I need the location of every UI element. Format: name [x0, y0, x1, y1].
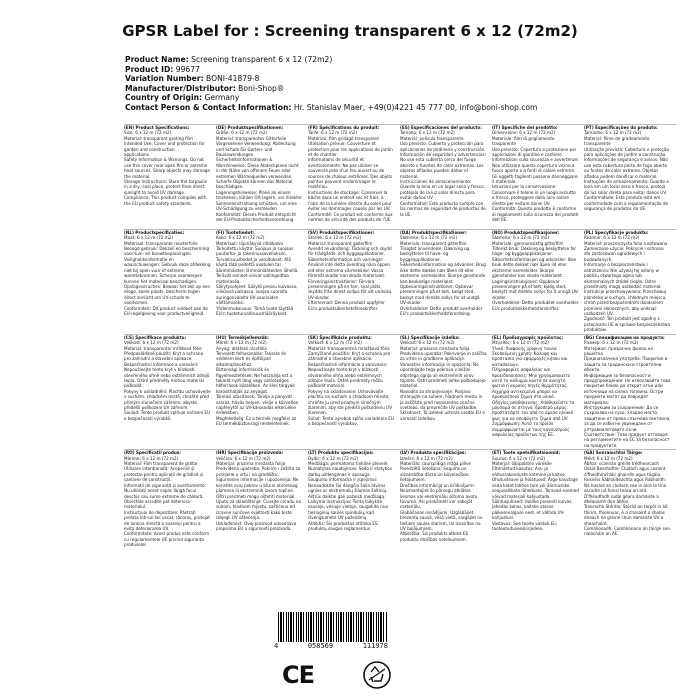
spec-cell-heading: (DE) Produktspezifikationen: — [216, 126, 284, 131]
spec-cell-heading: (DA) Produktspecifikationer: — [400, 230, 467, 236]
spec-cell — [124, 229, 216, 334]
spec-cell — [308, 124, 400, 229]
spec-cell — [492, 229, 584, 334]
spec-cell-heading: (LV) Produkta specifikācijas: — [400, 451, 467, 457]
spec-cell — [400, 334, 492, 450]
spec-cell-text: Veličina: 6 x 12 m (72 m2) Materijal: prozirna mrežasta folija Predviđena upotreba: Pokriće i zaštita za primjene u vrtu i na gradilištu. Sigurnosne informacije i upozorenja: Ne koristite ovaj pokrov u blizini otvorenog plamena ili ekstremnih izvora topline. Oštri predmeti mogu oštetiti materijal. Upute za skladištenje: Čuvajte ceradu na suhom, hladnom mjestu, zaštićenu od izravne sunčeve svjetlosti kako biste izbjegli UV oštećenja. Usklađenost: Ovaj proizvod udovoljava propisima EU o sigurnosti proizvoda. — [216, 456, 301, 532]
spec-cell — [400, 124, 492, 229]
spec-cell-text: Rozmiar: 6 x 12 m (72 m2) Materiał: przezroczysta folia rusztowana Zamierzone użycie: Pokrycie i ochrona dla zastosowań ogrodowych i budowlanych. Informacje o bezpieczeństwie i ostrzeżenia: Nie używaj tej osłony w pobliżu otwartego ognia lub ekstremalnych źródeł ciepła. Ostre przedmioty mogą uszkodzić materiał. Instrukcje przechowywania: Przechowuj plandekę w suchym, chłodnym miejscu, chroń przed bezpośrednim działaniem promieni słonecznych, aby uniknąć uszkodzeń UV. Zgodność: Ten produkt jest zgodny z przepisami UE w sprawie bezpieczeństwa produktów. — [584, 236, 670, 334]
spec-cell-heading: (FR) Spécifications du produit: — [308, 126, 380, 131]
spec-cell-text: Størrelse: 6 x 12 m (72 m2) Materiale: gjennomsiktig gitterfilm Tiltenkt bruk: Dekking og beskyttelse for hage- og byggeapplikasjoner. Sikkerhetsinformasjon og advarsler: Ikke bruk dette dekket nær åpen ild eller ekstreme varmekilder. Skarpe gjenstander kan skade materialet. Lagringsinstruksjoner: Oppbevar presenningen på et tørt, kjølig sted, beskytt mot direkte sollys for å unngå UV-skader. Overholdelse: Dette produktet overholder EUs produktsikkerhetsforskrifter. — [492, 236, 579, 312]
spec-cell — [216, 334, 308, 450]
spec-cell-heading: (EL) Προδιαγραφές προϊόντος: — [492, 335, 564, 341]
spec-cell-heading: (HR) Specifikacije proizvoda: — [216, 451, 284, 457]
spec-cell-heading: (RO) Specificații produs: — [124, 451, 181, 457]
spec-cell-text: Dydis: 6 x 12 m (72 m2) Medžiaga: permatoma tinklinė plėvelė Numatytas naudojimas: Sodo ir statybos darbų uždengimas ir apsauga. Saugumo informacija ir įspėjimai: Nenaudokite šio dangčio šalia atviros ugnies ar ekstremalių šilumos šaltinių. Aštrūs daiktai gali pažeisti medžiagą. Laikymo instrukcijos: Tentą laikykite sausoje, vėsioje vietoje, saugokite nuo tiesioginių saulės spindulių, kad išvengtumėte UV pažeidimų. Atitiktis: Šis produktas atitinka ES produktų saugos reglamentus. — [308, 456, 393, 532]
spec-cell-heading: (NO) Produktspesifikasjoner: — [492, 230, 560, 236]
ce-mark: CE — [282, 661, 315, 689]
spec-cell — [124, 124, 216, 229]
barcode-digit-group: 058569 — [307, 642, 334, 650]
spec-cell — [584, 124, 676, 229]
spec-cell-text: Maat: 6 x 12 m (72 m2) Materiaal: transparante roosterfolie Beoogd gebruik: Dekzeil en bescherming voor tuin- en bouwtoepassingen. Veiligheidsinformatie en waarschuwingen: Gebruik deze afdekking niet bij open vuur of extreme warmtebronnen. Scherpe voorwerpen kunnen het materiaal beschadigen. Opslaginstructies: Bewaar het zeil op een droge, koele plaats, bescherm tegen direct zonlicht om UV-schade te voorkomen. Conformiteit: Dit product voldoet aan de EU-regelgeving voor productveiligheid. — [124, 236, 211, 317]
spec-cell — [584, 334, 676, 450]
spec-cell-heading: (CS) Specifikace produktu: — [124, 335, 187, 341]
spec-cell-text: Taille: 6 x 12 m (72 m2) Matériau: film grillagé transparent Utilisation prévue: Couverture et protection pour les applications de jardin et de chantier. Informations de sécurité et avertissements: Ne pas utiliser ce couvercle près d'un feu ouvert ou de sources de chaleur extrêmes. Des objets pointus peuvent endommager le matériau. Instructions de stockage: Conserver la bâche dans un endroit sec et frais, à l'abri de la lumière directe du soleil pour éviter les dommages causés par les UV. Conformité: Ce produit est conforme aux normes de sécurité des produits de l'UE. — [308, 131, 393, 223]
spec-cell-text: Størrelse: 6 x 12 m (72 m2) Materiale: transparent gitterfilm Tilsigtet anvendelse: Dækning og beskyttelse til have- og byggeapplikationer. Sikkerhedsinformation og advarsler: Brug ikke dette dække nær åben ild eller ekstreme varmekilder. Skarpe genstande kan beskadige materialet. Opbevaringsinstruktioner: Opbevar presenningen på et tørt, køligt sted, beskyt mod direkte sollys for at undgå UV-skader. Overholdelse: Dette produkt overholder EU's produktsikkerhedsforordning. — [400, 236, 486, 317]
spec-cell — [400, 449, 492, 554]
spec-cell — [308, 229, 400, 334]
spec-cell-heading: (BG) Спецификации на продукта: — [584, 335, 665, 341]
spec-cell-heading: (SK) Špecifikácie produktu: — [308, 335, 372, 341]
spec-cell-text: Suurus: 6 x 12 m (72 m2) Materjal: läbipaistev võrekile Ettenähtud kasutus: Aia- ja ehitusrakenduste katmine ja kaitse. Ohutusteave ja hoiatused: Ärge kasutage seda katet lahtise tule või äärmuslike soojusallikate läheduses. Teravad esemed võivad materjali kahjustada. Säilitusjuhised: Hoidke presenti kuivas, jahedas kohas, kaitske otsese päikesevalguse eest, et vältida UV-kahjustusi. Vastavus: See toode vastab ELi tooteohutuseeskirjadele. — [492, 456, 579, 532]
spec-cell-text: Velikost: 6 x 12 m (72 m2) Materiál: transparentní mřížková fólie Předpokládané použití: Kryt a ochrana pro zahradní a stavební aplikace. Bezpečnostní informace a varování: Nepoužívejte tento kryt v blízkosti otevřeného ohně nebo extrémních zdrojů tepla. Ostré předměty mohou materiál poškodit. Pokyny k uskladnění: Plachtu uchovávejte v suchém, chladném místě, chraňte před přímým slunečním zářením, abyste předešli poškození UV zářením. Soulad: Tento produkt splňuje nařízení EU o bezpečnosti výrobků. — [124, 341, 211, 422]
info-product-name: Product Name: Screening transparent 6 x 12 (72m2) — [125, 55, 333, 64]
spec-cell-text: Izmērs: 6 x 12 m (72 m2) Materiāls: caurspīdīga režģa plēve Paredzētā lietošana: Segums un aizsardzība dārza un būvniecības lietojumiem. Drošības informācija un brīdinājumi: Neizmantojiet šo pārsegu atklātas liesmas vai ekstremālu siltuma avotu tuvumā. Asi priekšmeti var sabojāt materiālu. Glabāšanas norādījumi: Uzglabājiet brezentu sausā, vēsā vietā, sargājiet no tiešiem saules stariem, lai izvairītos no UV bojājumiem. Atbilstība: Šis produkts atbilst ES produktu drošības noteikumiem. — [400, 456, 483, 543]
spec-cell — [216, 124, 308, 229]
spec-cell-text: Dimensione: 6 x 12 m (72 m2) Materiale: film di grigliamento trasparente Uso previsto: Copertura e protezione per applicazioni di giardino e cantiere. Informazioni sulla sicurezza e avvertenze: Non utilizzare questa copertura vicino a fuoco aperto o a fonti di calore estreme. Gli oggetti taglienti possono danneggiare il materiale. Istruzioni per la conservazione: Conservare il telone in un luogo asciutto e fresco, proteggere dalla luce solare diretta per evitare danni UV. Conformità: Questo prodotto è conforme ai regolamenti sulla sicurezza dei prodotti dell'UE. — [492, 131, 579, 223]
spec-cell-heading: (LT) Produkto specifikacijos: — [308, 451, 374, 457]
spec-cell-heading: (IT) Specifiche del prodotto: — [492, 126, 558, 131]
spec-cell-heading: (HU) Termékjellemzők: — [216, 335, 269, 341]
spec-cell-heading: (EN) Product Specifications: — [124, 126, 190, 131]
info-manufacturer: Manufacturer/Distributor: Boni-Shop® — [125, 83, 285, 93]
spec-cell — [400, 229, 492, 334]
spec-cell — [124, 449, 216, 554]
spec-cell — [584, 229, 676, 334]
spec-cell-heading: (ET) Toote spetsifikatsioonid: — [492, 451, 561, 457]
info-country-of-origin: Country of Origin: Germany — [125, 93, 240, 103]
spec-cell-text: Velikost: 6 x 12 m (72 m2) Material: prozorna mrežasta folija Predvidena uporaba: Pokrivanje in zaščita za vrtne in gradbene aplikacije. Varnostne informacije in opozorila: Ne uporabljajte tega pokrova v bližini odprtega ognja ali ekstremnih virov toplote. Ostri predmeti lahko poškodujejo material. Navodila za shranjevanje: Ponjavo shranjujte na suhem, hladnem mestu in jo zaščitite pred neposredno sončno svetlobo, da preprečite UV poškodbe. Skladnost: Ta izdelek ustreza uredbi EU o varnosti izdelkov. — [400, 341, 487, 422]
spec-cell-heading: (ES) Especificaciones del producto: — [400, 126, 482, 131]
barcode-digit-group: 111978 — [362, 642, 388, 650]
spec-cell-heading: (FI) Tuotetiedot: — [216, 230, 255, 236]
spec-cell-text: Mărime: 6 x 12 m (72 m2) Material: Film transparent de grătar Utilizare intenționată: Acoperire și protecție pentru aplicații de grădină și șantiere de construcții. Informații de siguranță și avertismente: Nu utilizați acest capac lângă focul deschis sau surse extreme de căldură. Obiectele ascuțite pot deteriora materialul. Instrucțiuni de depozitare: Păstrați prelata într-un loc uscat, răcoros, protejat de lumina directă a soarelui pentru a evita deteriorarea UV. Conformitate: Acest produs este conform cu regulamentele UE privind siguranța produselor. — [124, 456, 210, 549]
spec-cell — [216, 229, 308, 334]
spec-cell-heading: (PL) Specyfikacje produktu: — [584, 230, 649, 236]
spec-cell-text: Size: 6 x 12 m (72 m2) Material: transparent grating film Intended Use: Cover and protection for garden and construction applications. Safety Information & Warnings: Do not use this cover near open fire or extreme heat sources. Sharp objects may damage the material. Storage Instructions: Store the tarpaulin in a dry, cool place, protect from direct sunlight to avoid UV damage. Compliance: This product complies with the EU product safety standards. — [124, 131, 210, 207]
spec-cell — [216, 449, 308, 554]
spec-cell-heading: (GA) Sonraíochtaí Táirge: — [584, 451, 643, 457]
spec-cell-text: Tamaño: 6 x 12 m (72 m2) Material: película transparente Uso previsto: Cubierta y protección para aplicaciones de jardinería y construcción. Información de seguridad y advertencias: No use esta cubierta cerca del fuego abierto o fuentes de calor extremas. Los objetos afilados pueden dañar el material. Instrucciones de almacenamiento: Guarde la lona en un lugar seco y fresco, protéjala de la luz solar directa para evitar daños UV. Conformidad: Este producto cumple con las normas de seguridad de productos de la UE. — [400, 131, 487, 218]
spec-cell-text: Размер: 6 x 12 m (72 m2) Материал: прозрачно фолио на решетка Предназначена употреба: Покритие и защита за градински и строителни обекти. Информация за безопасност и предупреждения: Не използвайте това покритие близо до открит огън или източници на силна топлина. Остри предмети могат да повредят материала. Инструкции за съхранение: Да се съхранява на сухо, хладно място, защитено от пряка слънчева светлина, за да се избегне увреждане от ултравиолетовите лъчи. Съответствие: Този продукт отговаря на регламентите на ЕС за безопасност на продуктите. — [584, 341, 671, 449]
spec-cell — [308, 449, 400, 554]
info-variation-number: Variation Number: BONI-41879-8 — [125, 74, 260, 84]
spec-cell-heading: (SV) Produktspecifikationer: — [308, 230, 375, 236]
info-product-id: Product ID: 99677 — [125, 64, 200, 74]
specifications-grid — [124, 124, 676, 659]
ean-barcode — [272, 612, 390, 652]
spec-cell — [308, 334, 400, 450]
spec-cell-text: Storlek: 6 x 12 m (72 m2) Material: transparent gallerfilm Avsedd användning: Täckning och skydd för trädgårds- och byggapplikationer. Säkerhetsinformation och varningar: Använd inte detta överdrag nära öppen eld eller extrema värmekällor. Vassa föremål skadar kan skada materialet. Förvaringsinstruktioner: Förvara presenningen på en torr, sval plats, skydda från direkt solljus för att undvika UV-skador. Efterlevnad: Denna produkt uppfyller EU:s produktsäkerhetsföreskrifter. — [308, 236, 392, 312]
spec-cell — [492, 449, 584, 554]
spec-cell-text: Größe: 6 x 12 m (72 m2) Material: transparentes Gitterfolie Vorgesehene Verwendung: Abdeckung und Schutz für Garten- und Bauanwendungen. Sicherheitsinformationen & Warnhinweise: Diese Abdeckplane nicht in der Nähe von offenem Feuer oder extremen Wärmequellen verwenden. Scharfe Objekte können das Material beschädigen. Lagerungshinweise: Plane an einem trockenen, kühlen Ort lagern, vor direkter Sonneneinstrahlung schützen, um eine UV-Schädigung zu vermeiden. Konformität: Dieses Produkt entspricht der EU-Produktsicherheitsverordnung. — [216, 131, 303, 223]
label-title: GPSR Label for : Screening transparent 6 x 12 (72m2) — [122, 22, 578, 40]
info-contact: Contact Person & Contact Information: Hr. Stanislav Maer, +49(0)4221 45 777 00, info@boni-shop.com — [125, 102, 538, 112]
spec-cell-heading: (SL) Specifikacije izdelka: — [400, 335, 460, 341]
spec-cell-heading: (PT) Especificações do produto: — [584, 126, 658, 131]
spec-cell — [492, 124, 584, 229]
spec-cell — [584, 449, 676, 554]
spec-cell — [492, 334, 584, 450]
spec-cell-text: Μέγεθος: 6 x 12 m (72 m2) Υλικό: διαφανής γρίφινη ταινία Σκοπούμενη χρήση: Κάλυψη και προστασία για εφαρμογές κήπου και κατασκευών. Πληροφορίες ασφαλείας και προειδοποιήσεις: Μην χρησιμοποιείτε αυτό το κάλυμμα κοντά σε ανοιχτή φωτιά ή ακραίες πηγές θερμότητας. Αιχμηρά αντικείμενα μπορεί να προκαλέσουν ζημιά στο υλικό. Οδηγίες αποθήκευσης: Αποθηκεύστε το μουσαμά σε στεγνό, δροσερό μέρος, προστατέψτε τον από το άμεσο ηλιακό φως για να αποφύγετε ζημιά από UV. Συμμόρφωση: Αυτό το προϊόν συμμορφώνεται με τους κανονισμούς ασφαλείας προϊόντων της ΕΕ. — [492, 341, 575, 439]
spec-cell-text: Tamanho: 6 x 12 m (72 m2) Material: filme de gradeamento transparente Utilização prevista: Cobertura e proteção para aplicações de jardim e construção. Informações de segurança e avisos: Não use esta cobertura perto de fogo aberto ou fontes de calor extremo. Objetos afiados podem danificar o material. Instruções de armazenamento: Guarde a lona em um local seco e fresco, proteja da luz solar direta para evitar danos UV. Conformidade: Este produto está em conformidade com a regulamentação de segurança de produtos da UE. — [584, 131, 669, 213]
product-info-block — [125, 55, 685, 113]
barcode-digit-group: 4 — [274, 642, 279, 650]
spec-cell-heading: (NL) Productspecificaties: — [124, 230, 185, 236]
spec-cell-text: Méid: 6 x 12 m (72 m2) Ábhar: scannán greille trédhearcach Úsáid Beartaithe: Clúdach agus cosaint d'fheidhmchláir ghairdín agus tógála. Faisnéis Sábháilteachta agus Rabhaidh: Ná húsáid an clúdach seo in aice le tine oscailte nó foinsí teasa an-ard. D'fhéadfadh rudaí géara damáiste a dhéanamh don ábhar. Treoracha Stórála: Stóráil an tarpól in áit thirim, fhionnuar, é a chosaint ó sholas díreach na gréine chun damáiste UV a sheachaint. Comhlíonadh: Comhlíonann an táirge seo rialacháin an AE. — [584, 456, 670, 538]
spec-cell — [124, 334, 216, 450]
barcode-digits — [272, 642, 390, 650]
spec-cell-text: Veľkosť: 6 x 12 m (72 m2) Materiál: transparentná mriežková fólia Zamýšľané použitie: Kryt a ochrana pre záhradné a stavebné aplikácie. Bezpečnostné informácie a varovania: Nepoužívajte tento kryt v blízkosti otvoreného ohňa alebo extrémnych zdrojov tepla. Ostré predmety môžu poškodiť materiál. Pokyny na skladovanie: Uchovávajte plachtu na suchom a chladnom mieste, chráňte ju pred priamym slnečným žiarením, aby ste predišli poškodeniu UV žiarením. Súlad: Tento výrobok spĺňa nariadenia EÚ o bezpečnosti výrobkov. — [308, 341, 394, 428]
spec-cell-text: Méret: 6 x 12 m (72 m2) Anyag: átlátszó rácsfólia Tervezett felhasználás: Takarás és védelem kerti és építőipari alkalmazásokhoz. Biztonsági információk és figyelmeztetések: Ne használja ezt a takarót nyílt láng vagy szélsőséges hőforrások közelében. Az éles tárgyak károsíthatják az anyagot. Tárolási utasítások: Tárolja a ponyvát száraz, hűvös helyen, védje a közvetlen napfénytől az UV-károsodás elkerülése érdekében. Megfelelőség: Ez a termék megfelel az EU termékbiztonsági rendeleteinek. — [216, 341, 299, 428]
recycling-icon — [362, 660, 392, 690]
spec-cell-text: Koko: 6 x 12 m (72 m2) Materiaali: läpinäkyvä ritiläkalvo Tarkoitettu käyttö: Suojaus ja suojaus puutarha- ja rakennussovelluksiin. Turvallisuustiedot ja varoitukset: Älä käytä tätä peitettä avotulen tai äärimmäisten lämmönlähteiden lähellä. Terävät esineet voivat vahingoittaa materiaalia. Säilytysohjeet: Säilytä pressu kuivassa, viileässä paikassa, suojaa suoralta auringonvalolta UV-vaurioiden välttämiseksi. Yhdenmukaisuus: Tämä tuote täyttää EU:n tuoteturvallisuusmääräykset. — [216, 236, 299, 317]
barcode-bars — [278, 612, 388, 642]
